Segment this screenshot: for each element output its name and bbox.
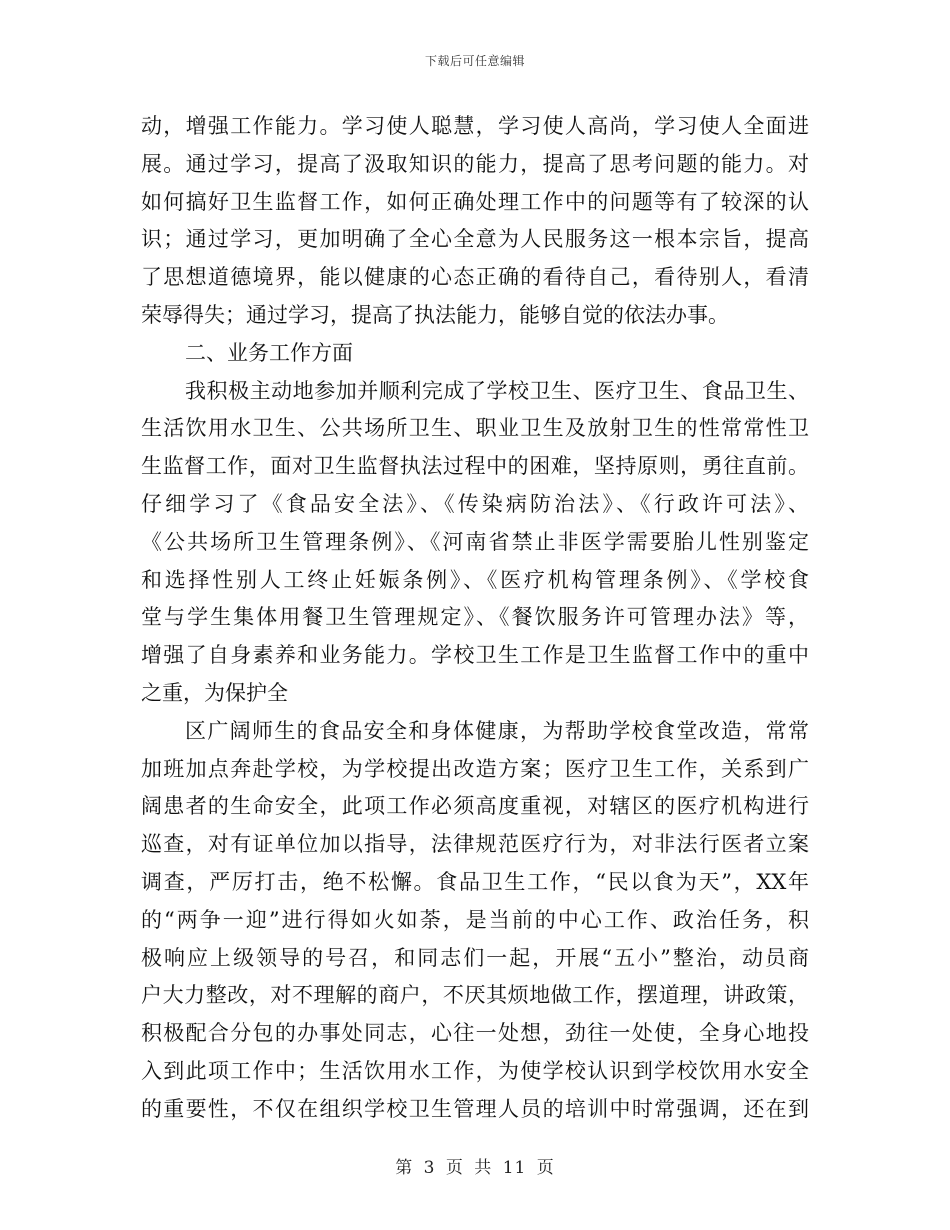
body-text-line: 二、业务工作方面 (185, 340, 353, 365)
body-text-line: 仔细学习了《食品安全法》、《传染病防治法》、《行政许可法》、 (141, 491, 809, 516)
page-number-footer: 第 3 页 共 11 页 (395, 1158, 555, 1178)
body-text-line: 加班加点奔赴学校，为学校提出改造方案；医疗卫生工作，关系到广 (141, 756, 809, 781)
body-text-line: 之重，为保护全 (141, 680, 288, 705)
body-text-line: 和选择性别人工终止妊娠条例》、《医疗机构管理条例》、《学校食 (141, 567, 809, 592)
body-text-line: 堂与学生集体用餐卫生管理规定》、《餐饮服务许可管理办法》等， (141, 605, 809, 630)
body-text-line: 阔患者的生命安全，此项工作必须高度重视，对辖区的医疗机构进行 (141, 794, 809, 819)
body-text-line: 户大力整改，对不理解的商户，不厌其烦地做工作，摆道理，讲政策， (141, 983, 809, 1008)
body-text-line: 调查，严厉打击，绝不松懈。食品卫生工作，“民以食为天”，XX年 (141, 869, 809, 894)
body-text-line: 荣辱得失；通过学习，提高了执法能力，能够自觉的依法办事。 (141, 302, 729, 327)
body-text-line: 生监督工作，面对卫生监督执法过程中的困难，坚持原则，勇往直前。 (141, 454, 809, 479)
body-text-line: 动，增强工作能力。学习使人聪慧，学习使人高尚，学习使人全面进 (141, 114, 809, 138)
body-text-line: 积极配合分包的办事处同志，心往一处想，劲往一处使，全身心地投 (141, 1021, 809, 1046)
body-text-line: 了思想道德境界，能以健康的心态正确的看待自己，看待别人，看清 (141, 265, 809, 290)
body-text-line: 识；通过学习，更加明确了全心全意为人民服务这一根本宗旨，提高 (141, 227, 809, 252)
body-text-line: 生活饮用水卫生、公共场所卫生、职业卫生及放射卫生的性常常性卫 (141, 416, 809, 441)
page-header-note: 下载后可任意编辑 (424, 54, 525, 68)
body-text-line: 巡查，对有证单位加以指导，法律规范医疗行为，对非法行医者立案 (141, 832, 809, 857)
body-text-line: 的重要性，不仅在组织学校卫生管理人员的培训中时常强调，还在到 (141, 1096, 809, 1121)
body-text-line: 展。通过学习，提高了汲取知识的能力，提高了思考问题的能力。对 (141, 151, 809, 176)
body-text-line: 如何搞好卫生监督工作，如何正确处理工作中的问题等有了较深的认 (141, 189, 809, 214)
document-body (141, 108, 809, 1129)
body-text-line: 极响应上级领导的号召，和同志们一起，开展“五小”整治，动员商 (141, 945, 809, 970)
body-text-line: 我积极主动地参加并顺利完成了学校卫生、医疗卫生、食品卫生、 (185, 378, 809, 403)
body-text-line: 增强了自身素养和业务能力。学校卫生工作是卫生监督工作中的重中 (141, 643, 809, 668)
body-text-line: 入到此项工作中；生活饮用水工作，为使学校认识到学校饮用水安全 (141, 1058, 809, 1083)
body-text-line: 的“两争一迎”进行得如火如荼，是当前的中心工作、政治任务，积 (141, 907, 809, 932)
body-text-line: 区广阔师生的食品安全和身体健康，为帮助学校食堂改造，常常 (185, 718, 809, 743)
body-text-line: 《公共场所卫生管理条例》、《河南省禁止非医学需要胎儿性别鉴定 (141, 529, 809, 554)
